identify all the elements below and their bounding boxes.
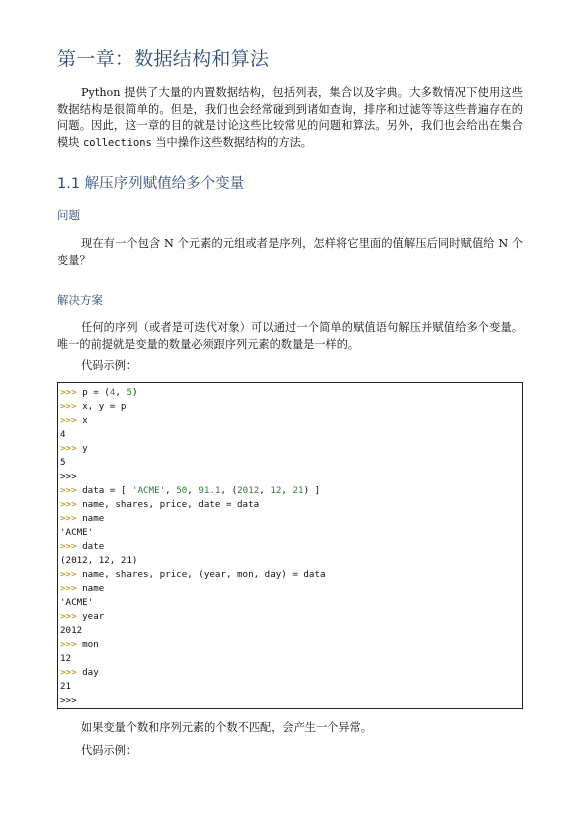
code-text: , ( [220, 485, 238, 496]
code-text: 21 [60, 681, 72, 692]
code-text: ) [131, 387, 138, 398]
code-text: name [76, 583, 105, 594]
code-line [60, 610, 522, 624]
code-number: 12 [270, 485, 282, 496]
solution-heading: 解决方案 [57, 293, 103, 307]
code-example-label-2: 代码示例： [81, 744, 137, 757]
code-line [60, 568, 522, 582]
repl-prompt: >>> [60, 401, 77, 412]
code-text: ) ] [303, 485, 321, 496]
code-text: x [76, 415, 88, 426]
intro-text-before: Python 提供了大量的内置数据结构，包括列表，集合以及字典。大多数情况下使用这些数据结构是很简单的。但是，我们也会经常碰到到诸如查询，排序和过滤等等这些普遍存在的问题。因此，这一章的目的就是讨论这些比较常见的问题和算法。另外，我们也会给出在集合模块 [57, 86, 523, 149]
code-line [60, 484, 522, 498]
code-text: 12 [60, 653, 72, 664]
code-line [60, 582, 522, 596]
code-text: 2012 [60, 625, 83, 636]
code-text: , [165, 485, 177, 496]
code-number: 21 [292, 485, 304, 496]
code-line [60, 596, 522, 610]
code-line [60, 498, 522, 512]
problem-heading: 问题 [57, 208, 80, 222]
code-text: data = [ [76, 485, 132, 496]
code-text: p = ( [76, 387, 110, 398]
code-line [60, 638, 522, 652]
code-line [60, 386, 522, 400]
repl-prompt: >>> [60, 499, 77, 510]
code-line [60, 512, 522, 526]
code-line [60, 694, 522, 708]
repl-prompt: >>> [60, 583, 77, 594]
code-text: y [76, 443, 88, 454]
repl-prompt: >>> [60, 443, 77, 454]
code-text: 4 [60, 429, 66, 440]
mismatch-paragraph: 如果变量个数和序列元素的个数不匹配，会产生一个异常。 [81, 721, 372, 734]
code-number: 4 [109, 387, 116, 398]
code-text: year [76, 611, 105, 622]
code-line [60, 666, 522, 680]
code-text: name, shares, price, (year, mon, day) = data [76, 569, 326, 580]
code-line [60, 400, 522, 414]
repl-prompt: >>> [60, 541, 77, 552]
solution-paragraph: 任何的序列（或者是可迭代对象）可以通过一个简单的赋值语句解压并赋值给多个变量。唯一的前提就是变量的数量必须跟序列元素的数量是一样的。 [57, 321, 523, 351]
repl-prompt: >>> [60, 415, 77, 426]
code-text: 'ACME' [60, 597, 94, 608]
code-line [60, 624, 522, 638]
repl-prompt: >>> [60, 611, 77, 622]
code-line [60, 470, 522, 484]
code-line [60, 456, 522, 470]
code-line [60, 526, 522, 540]
code-text: , [115, 387, 127, 398]
code-text: , [259, 485, 271, 496]
repl-prompt: >>> [60, 569, 77, 580]
code-example-label: 代码示例： [81, 359, 137, 372]
code-text: date [76, 541, 105, 552]
repl-prompt: >>> [60, 513, 77, 524]
code-text: x, y = p [76, 401, 127, 412]
code-line [60, 442, 522, 456]
module-name: collections [82, 136, 152, 149]
code-text: 5 [60, 457, 66, 468]
code-text: name, shares, price, date = data [76, 499, 260, 510]
code-line [60, 414, 522, 428]
code-line [60, 428, 522, 442]
code-text: day [76, 667, 99, 678]
code-line [60, 680, 522, 694]
code-text: mon [76, 639, 99, 650]
code-text: >>> [60, 471, 77, 482]
repl-prompt: >>> [60, 485, 77, 496]
code-line [60, 652, 522, 666]
intro-paragraph [57, 85, 523, 151]
repl-prompt: >>> [60, 639, 77, 650]
section-title: 1.1 解压序列赋值给多个变量 [57, 176, 245, 192]
code-number: 50 [176, 485, 188, 496]
code-text: , [187, 485, 199, 496]
code-string: 'ACME' [131, 485, 166, 496]
code-text: >>> [60, 695, 77, 706]
code-number: 91.1 [198, 485, 221, 496]
code-text: (2012, 12, 21) [60, 555, 138, 566]
repl-prompt: >>> [60, 387, 77, 398]
intro-text-after: 当中操作这些数据结构的方法。 [151, 135, 312, 149]
code-number: 5 [126, 387, 132, 398]
code-text: , [281, 485, 293, 496]
repl-prompt: >>> [60, 667, 77, 678]
code-text: 'ACME' [60, 527, 94, 538]
code-text: name [76, 513, 105, 524]
code-number: 2012 [237, 485, 260, 496]
chapter-title: 第一章：数据结构和算法 [57, 48, 270, 70]
code-line [60, 540, 522, 554]
problem-paragraph: 现在有一个包含 N 个元素的元组或者是序列，怎样将它里面的值解压后同时赋值给 N 个变量？ [57, 237, 523, 267]
code-block [57, 382, 523, 709]
code-line [60, 554, 522, 568]
